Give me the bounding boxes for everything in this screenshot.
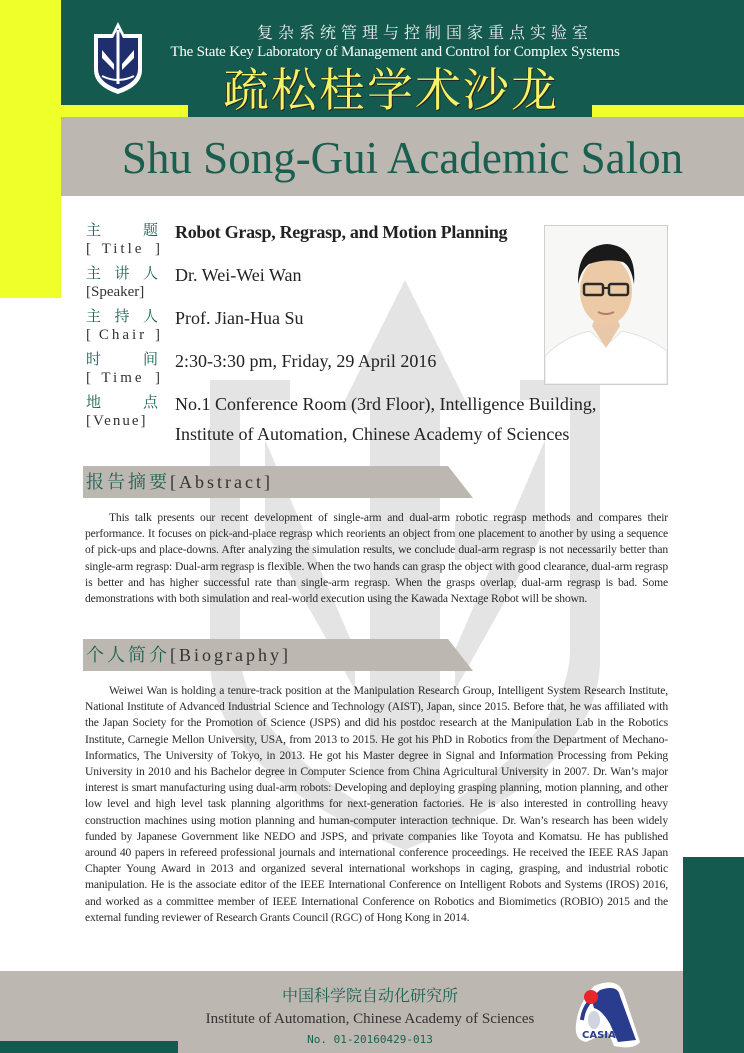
salon-title-cn: 疏松桂学术沙龙 <box>223 63 559 117</box>
salon-title-en: Shu Song-Gui Academic Salon <box>121 133 684 183</box>
yellow-side-bar <box>0 0 61 298</box>
label-en: [ Chair ] <box>86 327 160 343</box>
institute-name-en: Institute of Automation, Chinese Academy of Sciences <box>205 1011 535 1027</box>
abstract-heading-en: [Abstract] <box>170 472 273 492</box>
biography-heading-cn: 个人简介 <box>86 645 170 666</box>
lab-name-cn: 复杂系统管理与控制国家重点实验室 <box>256 23 593 42</box>
abstract-heading <box>83 466 473 498</box>
label-en: [Venue] <box>86 413 148 429</box>
biography-text: Weiwei Wan is holding a tenure-track position at the Manipulation Research Group, Intelligent System Research Institute, National Institute of Advanced Industrial Science and Technology (AIST), Japan, since 2015. Before that, he was affiliated with the Japan Society for the Promotion of Science (JSPS) and did his postdoc research at the Manipulation Lab in the Robotics Institute, Carnegie Mellon University, USA, from 2013 to 2015. He got his PhD in Robotics from the Department of Mechano-Informatics, The University of Tokyo, in 2013. He got his Master degree in Signal and Information Processing from Peking University in 2010 and his Bachelor degree in Computer Science from China Agricultural University in 2007. Dr. Wan’s major interest is smart manufacturing using dual-arm robots: Developing and deploying grasping planning, motion planning, and other low level and high level task planning algorithms for next-generation factories. He is also interested in controlling heavy construction machines using motion planning and human-computer interaction technique. Dr. Wan’s research has been widely funded by Japanese Government like NEDO and JSPS, and private companies like Toyota and Komatsu. He has published around 40 papers in refereed professional journals and international conference proceedings. He received the IEEE RAS Japan Chapter Young Award in 2013 and organized several international workshops in caging, grasping, and industrial robotic manipulation. He is the associate editor of the IEEE International Conference on Intelligent Robots and Systems (IROS) 2016, and worked as a committee member of IEEE International Conference on Robotics and Biomimetics (ROBIO) 2015 and the external funding reviewer of Research Grants Council (RGC) of Hong Kong in 2014. <box>85 684 668 924</box>
chair-name: Prof. Jian-Hua Su <box>175 308 304 328</box>
speaker-portrait-icon <box>545 226 667 384</box>
casia-logo-icon <box>574 980 642 1050</box>
speaker-photo <box>544 225 668 385</box>
venue-line-2: Institute of Automation, Chinese Academy of Sciences <box>175 424 570 444</box>
label-cn: 主 持 人 <box>86 307 158 325</box>
institute-name-cn: 中国科学院自动化研究所 <box>281 986 458 1005</box>
talk-title: Robot Grasp, Regrasp, and Motion Planning <box>175 222 508 242</box>
speaker-name: Dr. Wei-Wei Wan <box>175 265 302 285</box>
biography-heading <box>83 639 473 671</box>
abstract-text: This talk presents our recent development of single-arm and dual-arm robotic regrasp methods and compares their performance. It focuses on pick-and-place regrasp which reorients an object from one placement to another by using a sequence of pick-ups and place-downs. After analyzing the simulation results, we conclude dual-arm regrasp is not necessarily better than single-arm regrasp: Dual-arm regrasp is flexible. When the two hands can grasp the object with good clearance, dual-arm regrasp is better and has higher successful rate than single-arm regrasp. When the grasps overlap, dual-arm regrasp is bad. Some demonstrations with both simulation and real-world execution using the Kawada Nextage Robot will be shown. <box>85 511 668 606</box>
lab-name-en: The State Key Laboratory of Management and Control for Complex Systems <box>170 44 620 60</box>
label-en: [Speaker] <box>86 284 145 300</box>
label-cn: 时 间 <box>86 350 158 368</box>
casia-logo-text: CASIA <box>582 1030 616 1041</box>
document-number: No. 01-20160429-013 <box>307 1033 433 1046</box>
lab-shield-logo-icon <box>90 20 146 96</box>
green-bottom-block <box>0 1041 178 1053</box>
abstract-heading-cn: 报告摘要 <box>86 472 170 493</box>
venue-line-1: No.1 Conference Room (3rd Floor), Intelligence Building, <box>175 394 597 414</box>
label-cn: 主 题 <box>86 221 158 239</box>
event-time: 2:30-3:30 pm, Friday, 29 April 2016 <box>175 351 437 371</box>
label-cn: 地 点 <box>86 393 158 411</box>
label-en: [ Time ] <box>86 370 160 386</box>
biography-heading-en: [Biography] <box>170 645 291 665</box>
label-en: [ Title ] <box>86 241 160 257</box>
label-cn: 主 讲 人 <box>86 264 158 282</box>
green-side-block <box>683 857 744 1053</box>
